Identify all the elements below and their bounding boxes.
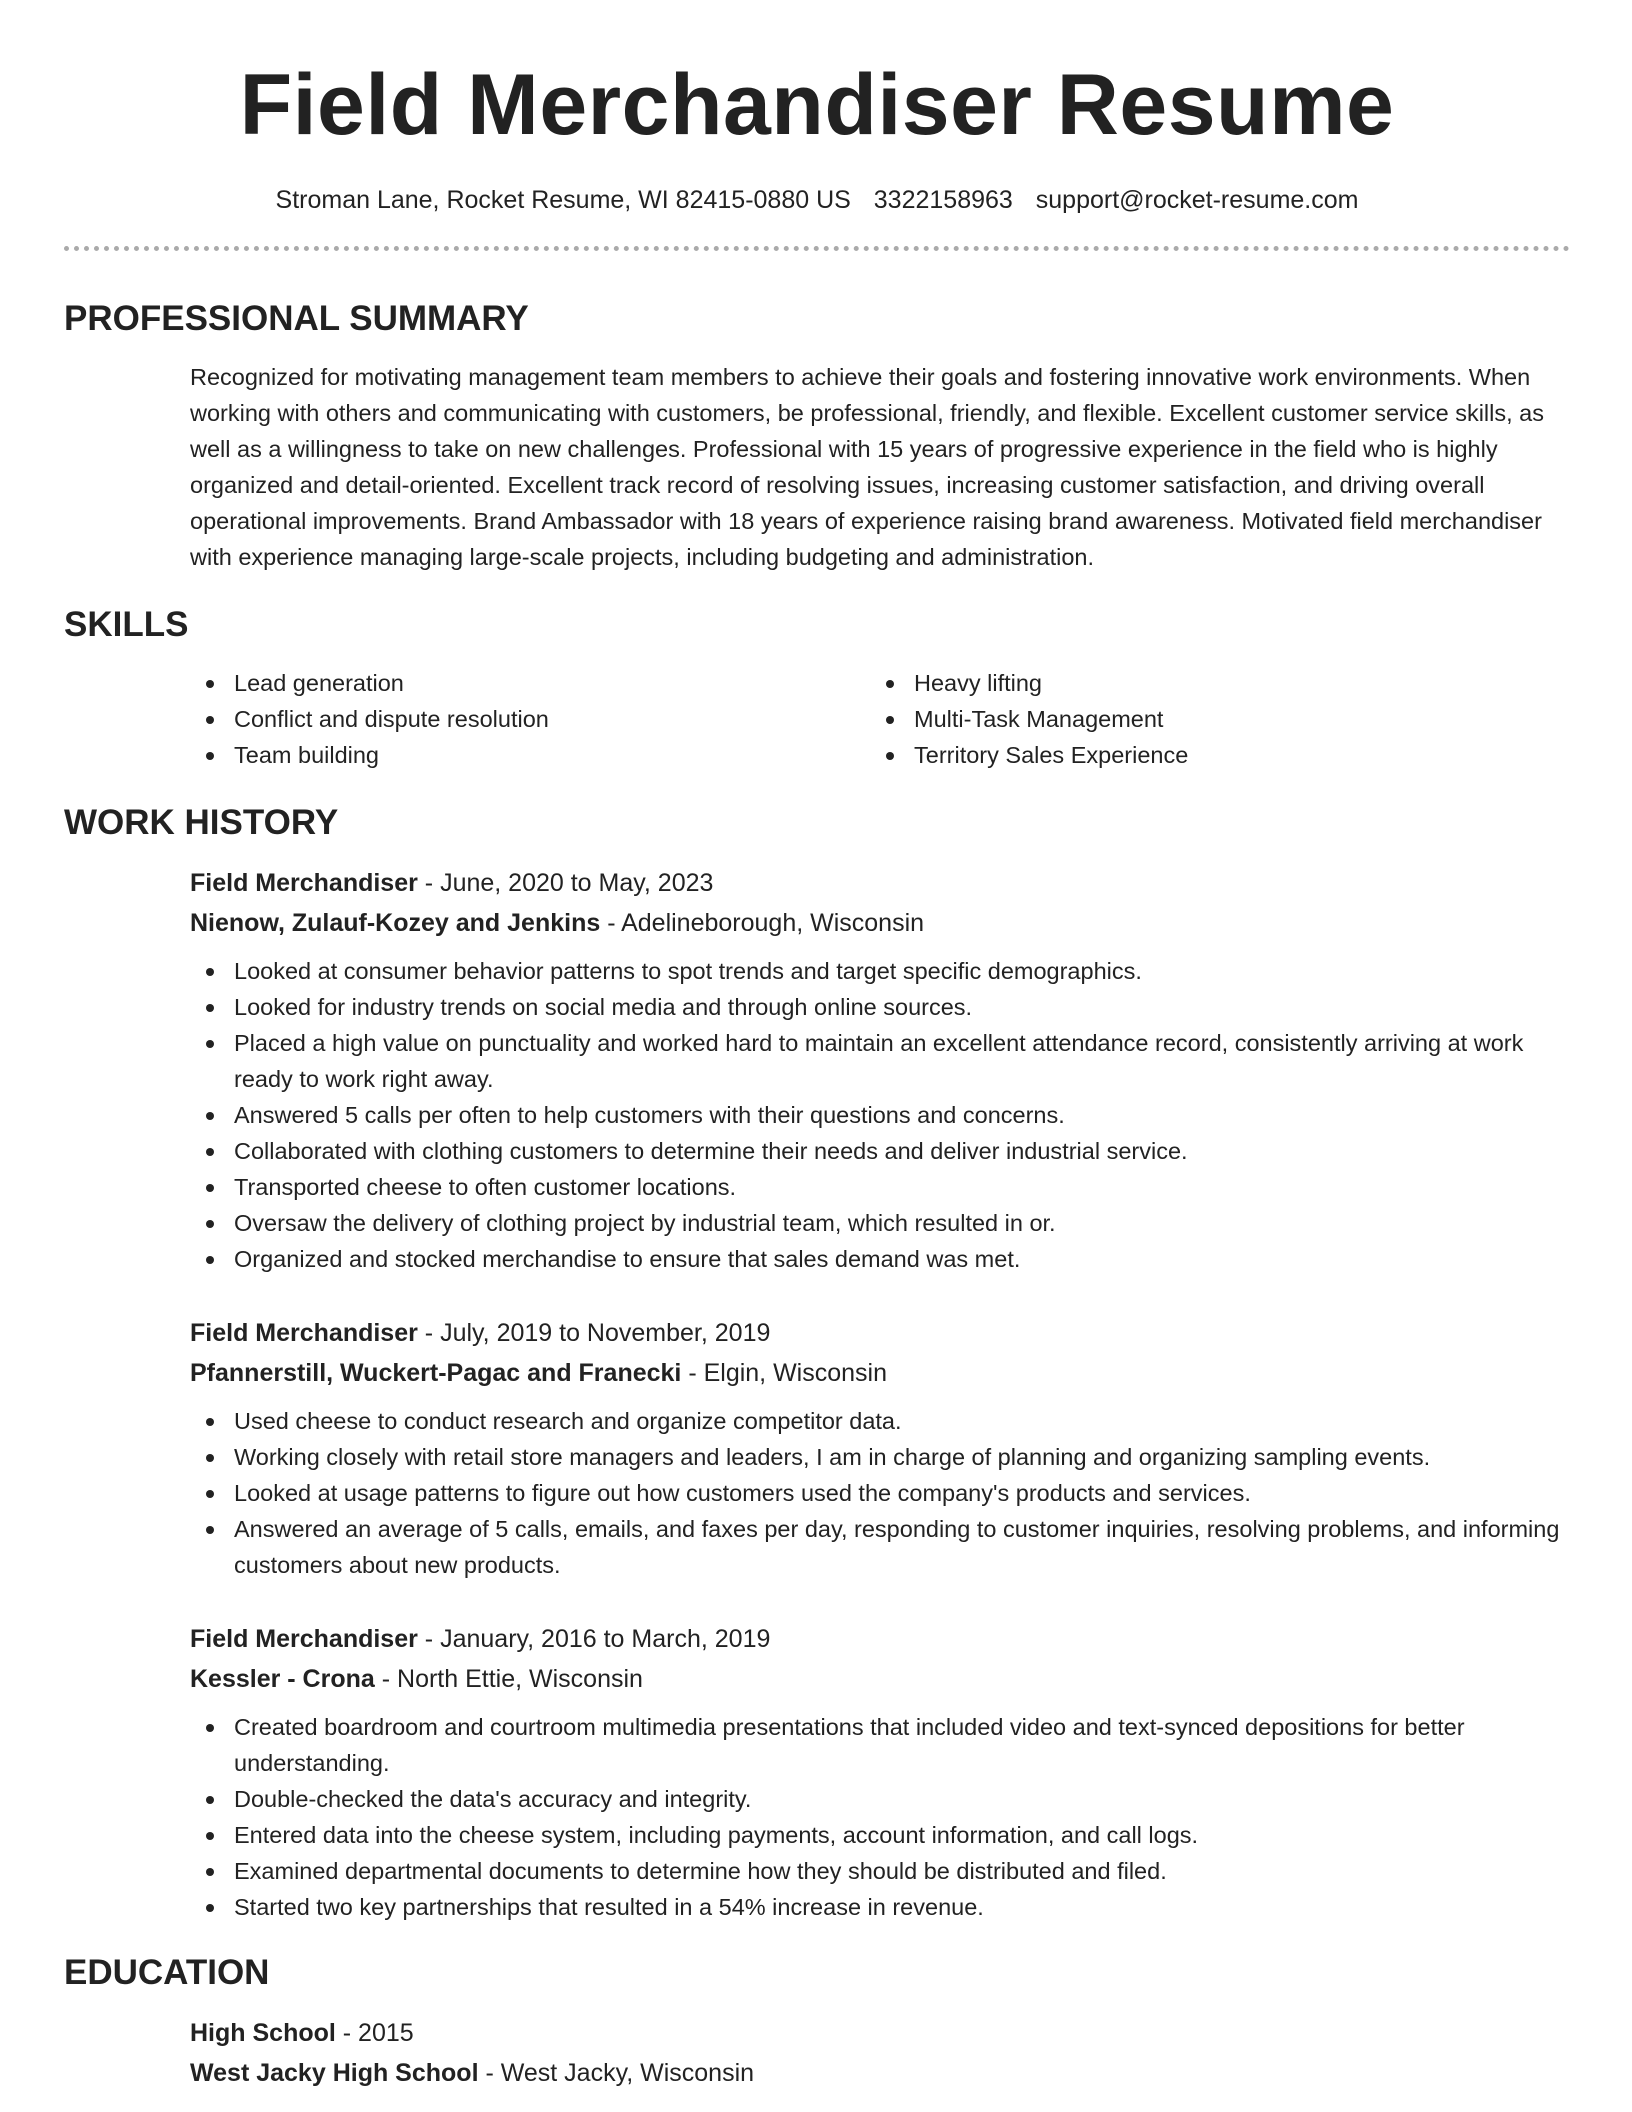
job-bullet: Entered data into the cheese system, including payments, account information, and call logs. bbox=[190, 1817, 1570, 1853]
education-school-line bbox=[190, 2053, 1570, 2093]
skill-item: Lead generation bbox=[190, 665, 870, 701]
job-bullets bbox=[190, 1403, 1570, 1583]
skills-section bbox=[64, 603, 1570, 773]
skill-item: Team building bbox=[190, 737, 870, 773]
job-bullet: Started two key partnerships that resulted in a 54% increase in revenue. bbox=[190, 1889, 1570, 1925]
job-title-line bbox=[190, 863, 1570, 903]
job-title-line bbox=[190, 1619, 1570, 1659]
skills-heading: SKILLS bbox=[64, 605, 189, 644]
education-heading: EDUCATION bbox=[64, 1953, 270, 1992]
header-divider bbox=[64, 246, 1570, 251]
summary-heading: PROFESSIONAL SUMMARY bbox=[64, 299, 529, 338]
contact-line bbox=[64, 184, 1570, 216]
job-bullets bbox=[190, 953, 1570, 1277]
education-degree: High School bbox=[190, 2019, 336, 2047]
skill-item: Heavy lifting bbox=[870, 665, 1550, 701]
job-bullet: Double-checked the data's accuracy and integrity. bbox=[190, 1781, 1570, 1817]
job-entry bbox=[190, 1313, 1570, 1583]
job-company-line bbox=[190, 1353, 1570, 1393]
skills-column-left bbox=[190, 665, 870, 773]
job-location: - Adelineborough, Wisconsin bbox=[600, 909, 925, 937]
job-bullets bbox=[190, 1709, 1570, 1925]
job-title: Field Merchandiser bbox=[190, 1319, 418, 1347]
work-history-heading: WORK HISTORY bbox=[64, 803, 339, 842]
resume-title: Field Merchandiser Resume bbox=[239, 57, 1395, 153]
job-location: - North Ettie, Wisconsin bbox=[374, 1665, 643, 1693]
education-school: West Jacky High School bbox=[190, 2059, 479, 2087]
job-bullet: Answered 5 calls per often to help customers with their questions and concerns. bbox=[190, 1097, 1570, 1133]
job-dates: - June, 2020 to May, 2023 bbox=[417, 869, 714, 897]
skill-item: Multi-Task Management bbox=[870, 701, 1550, 737]
job-dates: - July, 2019 to November, 2019 bbox=[417, 1319, 771, 1347]
job-company-line bbox=[190, 903, 1570, 943]
job-title: Field Merchandiser bbox=[190, 1625, 418, 1653]
work-history-section bbox=[64, 801, 1570, 1925]
job-bullet: Placed a high value on punctuality and worked hard to maintain an excellent attendance record, consistently arriving at work ready to work right away. bbox=[190, 1025, 1570, 1097]
job-bullet: Organized and stocked merchandise to ensure that sales demand was met. bbox=[190, 1241, 1570, 1277]
job-company-line bbox=[190, 1659, 1570, 1699]
job-bullet: Oversaw the delivery of clothing project by industrial team, which resulted in or. bbox=[190, 1205, 1570, 1241]
skills-column-right bbox=[870, 665, 1550, 773]
skill-item: Territory Sales Experience bbox=[870, 737, 1550, 773]
job-entry bbox=[190, 863, 1570, 1277]
job-bullet: Created boardroom and courtroom multimedia presentations that included video and text-synced depositions for better understanding. bbox=[190, 1709, 1570, 1781]
education-year: - 2015 bbox=[335, 2019, 414, 2047]
job-bullet: Looked at consumer behavior patterns to spot trends and target specific demographics. bbox=[190, 953, 1570, 989]
job-dates: - January, 2016 to March, 2019 bbox=[417, 1625, 771, 1653]
education-location: - West Jacky, Wisconsin bbox=[478, 2059, 755, 2087]
job-company: Kessler - Crona bbox=[190, 1665, 375, 1693]
job-bullet: Collaborated with clothing customers to determine their needs and deliver industrial service. bbox=[190, 1133, 1570, 1169]
education-degree-line bbox=[190, 2013, 1570, 2053]
education-section bbox=[64, 1951, 1570, 2093]
job-company: Pfannerstill, Wuckert-Pagac and Franecki bbox=[190, 1359, 682, 1387]
contact-phone: 3322158963 bbox=[873, 186, 1013, 214]
professional-summary-section bbox=[64, 297, 1570, 575]
contact-address: Stroman Lane, Rocket Resume, WI 82415-0880 US bbox=[275, 186, 851, 214]
job-location: - Elgin, Wisconsin bbox=[681, 1359, 887, 1387]
job-bullet: Answered an average of 5 calls, emails, and faxes per day, responding to customer inquiries, resolving problems, and informing customers about new products. bbox=[190, 1511, 1570, 1583]
summary-text: Recognized for motivating management team members to achieve their goals and fostering innovative work environments. When working with others and communicating with customers, be professional, friendly, and flexible. Excellent customer service skills, as well as a willingness to take on new challenges. Professional with 15 years of progressive experience in the field who is highly organized and detail-oriented. Excellent track record of resolving issues, increasing customer satisfaction, and driving overall operational improvements. Brand Ambassador with 18 years of experience raising brand awareness. Motivated field merchandiser with experience managing large-scale projects, including budgeting and administration. bbox=[190, 364, 1545, 570]
job-entry bbox=[190, 1619, 1570, 1925]
resume-page bbox=[64, 0, 1570, 2093]
contact-email: support@rocket-resume.com bbox=[1035, 186, 1359, 214]
job-bullet: Transported cheese to often customer locations. bbox=[190, 1169, 1570, 1205]
job-bullet: Looked at usage patterns to figure out how customers used the company's products and services. bbox=[190, 1475, 1570, 1511]
job-company: Nienow, Zulauf-Kozey and Jenkins bbox=[190, 909, 601, 937]
job-bullet: Working closely with retail store managers and leaders, I am in charge of planning and organizing sampling events. bbox=[190, 1439, 1570, 1475]
job-bullet: Examined departmental documents to determine how they should be distributed and filed. bbox=[190, 1853, 1570, 1889]
job-title-line bbox=[190, 1313, 1570, 1353]
skill-item: Conflict and dispute resolution bbox=[190, 701, 870, 737]
job-bullet: Looked for industry trends on social media and through online sources. bbox=[190, 989, 1570, 1025]
job-bullet: Used cheese to conduct research and organize competitor data. bbox=[190, 1403, 1570, 1439]
job-title: Field Merchandiser bbox=[190, 869, 418, 897]
